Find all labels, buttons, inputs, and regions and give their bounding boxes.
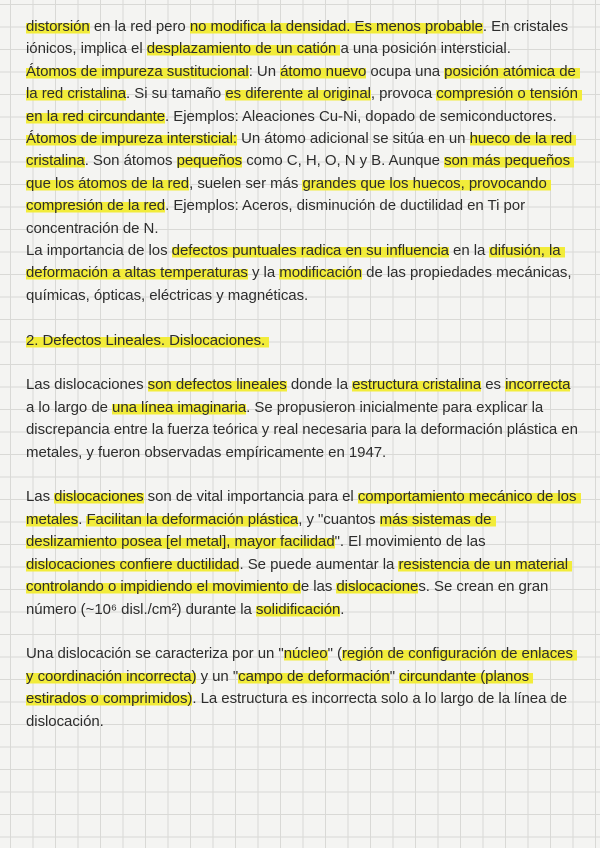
- text-segment: Un átomo adicional se sitúa en un: [237, 130, 470, 148]
- text-segment: . Si su tamaño: [126, 85, 226, 103]
- highlighted-text: una línea imaginaria: [112, 398, 247, 416]
- paragraph-impureza-intersticial: [26, 128, 578, 240]
- highlighted-text: resistencia de un material controlando o impidiendo el movimiento d: [26, 555, 573, 596]
- text-segment: . En cristales iónicos, implica el: [26, 18, 573, 58]
- paragraph-intersticial: [26, 16, 578, 61]
- section-heading: [26, 330, 578, 352]
- highlighted-text: defectos puntuales radica en su influencia: [171, 242, 449, 260]
- text-segment: y la: [247, 264, 280, 282]
- highlighted-text: modificación: [279, 264, 363, 282]
- text-segment: .: [340, 600, 345, 618]
- highlighted-text: solidificación: [255, 600, 341, 618]
- text-segment: . Ejemplos: Aceros, disminución de ductilidad en Ti por concentración de N.: [26, 197, 530, 237]
- highlighted-text: hueco de la red cristalina: [26, 130, 577, 170]
- text-segment: a una posición intersticial.: [340, 40, 511, 58]
- paragraph-spacer: [26, 621, 578, 643]
- paragraph-nucleo: [26, 643, 578, 733]
- paragraph-spacer: [26, 464, 578, 486]
- text-segment: ocupa una: [366, 62, 445, 80]
- highlighted-text: núcleo: [283, 645, 328, 663]
- paragraph-spacer: [26, 307, 578, 329]
- document-page: [26, 16, 583, 733]
- paragraph-impureza-sustitucional: [26, 61, 582, 128]
- highlighted-text: es diferente al original: [225, 85, 371, 103]
- text-segment: ": [389, 667, 400, 685]
- highlighted-text: son más pequeños que los átomos de la red: [26, 152, 575, 192]
- text-segment: : Un: [248, 62, 281, 80]
- paragraph-spacer: [26, 352, 578, 374]
- text-segment: , suelen ser más: [189, 174, 303, 192]
- text-segment: , provoca: [370, 85, 437, 103]
- highlighted-text: distorsión: [26, 18, 90, 35]
- highlighted-text: campo de deformación: [238, 667, 390, 685]
- highlighted-text: átomo nuevo: [280, 62, 367, 80]
- highlighted-text: más sistemas de deslizamiento posea [el metal], mayor facilidad: [26, 510, 496, 551]
- highlighted-text: pequeños: [176, 152, 243, 170]
- highlighted-text: desplazamiento de un catión: [146, 40, 341, 58]
- highlighted-text: Átomos de impureza sustitucional: [26, 62, 249, 80]
- text-segment: ". El movimiento de las: [334, 533, 490, 551]
- text-segment: " (: [327, 645, 342, 663]
- text-segment: a lo largo de: [26, 376, 575, 416]
- text-segment: Una dislocación se caracteriza por un ": [26, 645, 284, 663]
- text-segment: en la red pero: [89, 18, 190, 35]
- highlighted-text: Facilitan la deformación plástica: [86, 510, 299, 528]
- paragraph-dislocaciones-definicion: [26, 374, 583, 464]
- text-segment: y un ": [196, 667, 239, 685]
- text-segment: Las: [26, 488, 55, 506]
- text-segment: en la: [448, 242, 490, 260]
- highlighted-text: incorrecta: [505, 376, 571, 394]
- highlighted-text: 2. Defectos Lineales. Dislocaciones.: [26, 331, 270, 349]
- highlighted-text: dislocaciones confiere ductilidad: [26, 555, 240, 573]
- highlighted-text: son defectos lineales: [147, 376, 287, 394]
- highlighted-text: compresión o tensión en la red circundante: [26, 85, 582, 125]
- highlighted-text: comportamiento mecánico de los metales: [26, 488, 581, 528]
- text-segment: s. Se crean en gran número (~10⁶ disl./cm²) durante la: [26, 578, 553, 618]
- text-segment: Las dislocaciones: [26, 376, 148, 394]
- text-segment: La importancia de los: [26, 242, 172, 260]
- paragraph-dislocaciones-importancia: [26, 486, 581, 620]
- text-segment: . Ejemplos: Aleaciones Cu-Ni, dopado de semiconductores.: [165, 107, 557, 125]
- highlighted-text: grandes que los huecos, provocando compresión de la red: [26, 174, 551, 215]
- text-segment: . Son átomos: [84, 152, 177, 170]
- highlighted-text: posición atómica de la red cristalina: [26, 62, 580, 103]
- paragraph-importancia: [26, 240, 578, 307]
- text-segment: .: [78, 510, 87, 528]
- highlighted-text: Átomos de impureza intersticial:: [26, 130, 237, 148]
- text-segment: . Se propusieron inicialmente para explicar la discrepancia entre la fuerza teórica y real necesaria para la deformación plástica en metales, y fueron observadas empíricamente en 1947.: [26, 398, 583, 461]
- text-segment: es: [481, 376, 506, 394]
- highlighted-text: circundante (planos estirados o comprimidos): [26, 667, 534, 708]
- text-segment: . Se puede aumentar la: [239, 555, 399, 573]
- highlighted-text: región de configuración de enlaces y coordinación incorrecta): [26, 645, 578, 685]
- highlighted-text: dislocaciones: [54, 488, 144, 506]
- text-segment: como C, H, O, N y B. Aunque: [242, 152, 445, 170]
- text-segment: , y "cuantos: [298, 510, 380, 528]
- highlighted-text: difusión, la deformación a altas temperaturas: [26, 242, 565, 282]
- highlighted-text: no modifica la densidad. Es menos probable: [189, 18, 483, 35]
- text-segment: de las propiedades mecánicas, químicas, ópticas, eléctricas y magnéticas.: [26, 264, 576, 304]
- highlighted-text: dislocacione: [336, 578, 419, 596]
- text-segment: . La estructura es incorrecta solo a lo largo de la línea de dislocación.: [26, 690, 572, 730]
- text-segment: son de vital importancia para el: [143, 488, 358, 506]
- text-segment: donde la: [286, 376, 353, 394]
- highlighted-text: estructura cristalina: [352, 376, 482, 394]
- text-segment: e las: [300, 578, 337, 596]
